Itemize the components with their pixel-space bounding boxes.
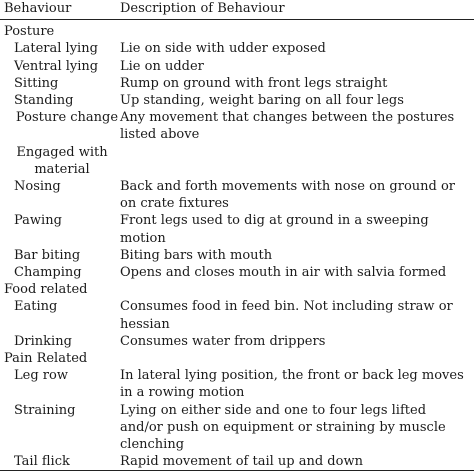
row-description: Up standing, weight baring on all four legs bbox=[120, 93, 404, 109]
table-row bbox=[0, 350, 474, 367]
row-description bbox=[120, 350, 474, 367]
table-row bbox=[0, 453, 474, 471]
behaviour-label: Posture change bbox=[15, 110, 119, 126]
row-description: Lying on either side and one to four legs lifted and/or push on equipment or straining by muscle clenching bbox=[120, 402, 446, 453]
category-label: Engaged with material bbox=[16, 144, 108, 177]
header-behaviour: Behaviour bbox=[0, 0, 120, 20]
table-row bbox=[0, 402, 474, 454]
row-description bbox=[120, 144, 474, 178]
table-row bbox=[0, 178, 474, 212]
row-description: Back and forth movements with nose on ground or on crate fixtures bbox=[120, 179, 456, 212]
table-row bbox=[0, 333, 474, 350]
table-row bbox=[0, 92, 474, 109]
behaviour-label: Lateral lying bbox=[14, 41, 98, 57]
table-row bbox=[0, 40, 474, 57]
row-description bbox=[120, 281, 474, 298]
table-row bbox=[0, 281, 474, 298]
behaviour-label: Sitting bbox=[14, 75, 59, 91]
row-description: Front legs used to dig at ground in a sweeping motion bbox=[120, 213, 429, 246]
table-header-row bbox=[0, 0, 474, 20]
behaviour-label: Nosing bbox=[14, 179, 61, 195]
row-description: In lateral lying position, the front or back leg moves in a rowing motion bbox=[120, 368, 464, 401]
category-label: Pain Related bbox=[4, 351, 88, 367]
row-description: Biting bars with mouth bbox=[120, 247, 273, 263]
table-row bbox=[0, 264, 474, 281]
category-label: Food related bbox=[4, 282, 88, 298]
behaviour-label: Straining bbox=[14, 402, 76, 418]
row-description: Rump on ground with front legs straight bbox=[120, 75, 388, 91]
table-row bbox=[0, 75, 474, 92]
row-description: Any movement that changes between the postures listed above bbox=[120, 110, 455, 143]
table-row bbox=[0, 212, 474, 246]
row-description: Consumes food in feed bin. Not including straw or hessian bbox=[120, 299, 453, 332]
table-row bbox=[0, 247, 474, 264]
behaviour-label: Champing bbox=[14, 265, 82, 281]
row-description: Lie on udder bbox=[120, 58, 204, 74]
header-description: Description of Behaviour bbox=[120, 0, 474, 20]
row-description: Rapid movement of tail up and down bbox=[120, 453, 474, 471]
behaviour-label: Tail flick bbox=[0, 453, 120, 471]
behaviour-label: Eating bbox=[14, 299, 58, 315]
behaviour-label: Pawing bbox=[14, 213, 62, 229]
behaviour-label: Standing bbox=[14, 93, 74, 109]
row-description: Lie on side with udder exposed bbox=[120, 41, 326, 57]
category-label: Posture bbox=[4, 24, 55, 40]
row-description bbox=[120, 20, 474, 41]
table-row bbox=[0, 58, 474, 75]
behaviour-label: Leg row bbox=[14, 368, 68, 384]
table-row bbox=[0, 20, 474, 41]
table-row bbox=[0, 109, 474, 143]
table-row bbox=[0, 144, 474, 178]
behaviour-label: Ventral lying bbox=[14, 58, 99, 74]
table-row bbox=[0, 367, 474, 401]
behaviour-label: Bar biting bbox=[14, 247, 81, 263]
table-row bbox=[0, 298, 474, 332]
row-description: Consumes water from drippers bbox=[120, 333, 326, 349]
behaviour-label: Drinking bbox=[14, 333, 72, 349]
row-description: Opens and closes mouth in air with salvia formed bbox=[120, 265, 447, 281]
